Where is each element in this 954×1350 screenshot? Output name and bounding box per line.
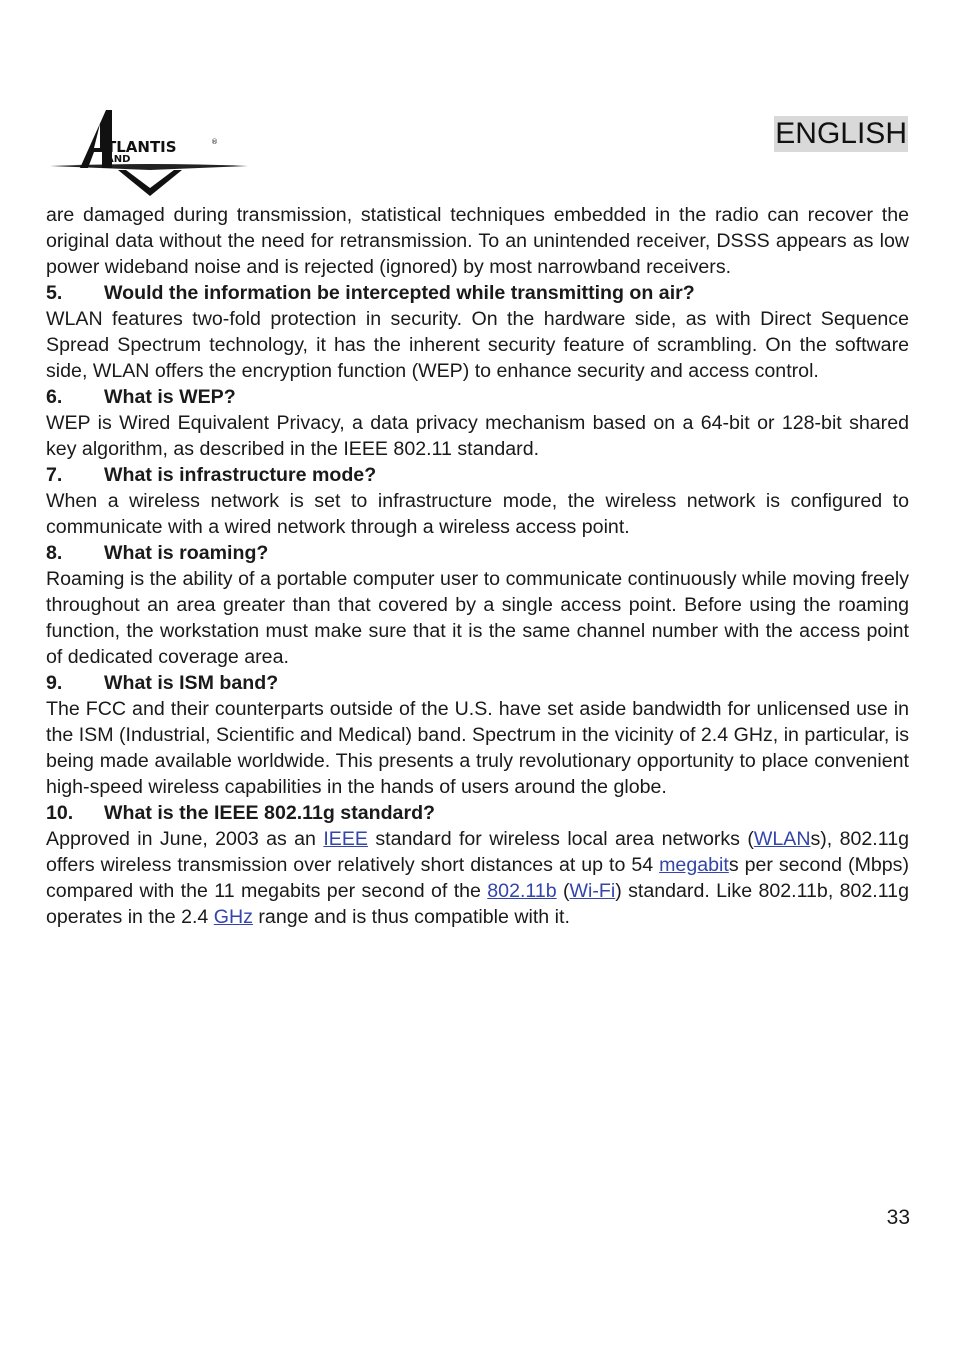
- answer-text: Approved in June, 2003 as an: [46, 828, 324, 850]
- faq-number: 5.: [46, 282, 63, 304]
- language-label: ENGLISH: [775, 117, 907, 150]
- logo-wordmark: TLANTIS: [106, 138, 177, 156]
- intro-paragraph: are damaged during transmission, statistical techniques embedded in the radio can recover the original data without the need for retransmission. To an unintended receiver, DSSS appears as low power wideband noise and is rejected (ignored) by most narrowband receivers.: [46, 204, 909, 278]
- link-ieee[interactable]: IEEE: [323, 828, 368, 850]
- answer-text: range and is thus compatible with it.: [252, 906, 570, 928]
- answer-text: (: [556, 880, 570, 902]
- logo-graphic: [50, 108, 250, 198]
- faq-answer-5: WLAN features two-fold protection in security. On the hardware side, as with Direct Sequence Spread Spectrum technology, it has the inherent security feature of scrambling. On the software side, WLAN offers the encryption function (WEP) to enhance security and access control.: [46, 308, 909, 382]
- faq-number: 7.: [46, 464, 63, 486]
- answer-text: s), 802.11g offers wireless transmission over relatively short distances at up to 54: [46, 828, 909, 876]
- link-wlan[interactable]: WLAN: [753, 828, 811, 850]
- faq-question-text: What is the IEEE 802.11g standard?: [104, 802, 436, 824]
- faq-question-text: What is infrastructure mode?: [104, 464, 377, 486]
- answer-text: s per second (Mbps) compared with the 11 megabits per second of the: [46, 854, 910, 902]
- logo-subword: AND: [106, 154, 131, 165]
- answer-text: ) standard. Like 802.11b, 802.11g operates in the 2.4: [46, 880, 909, 928]
- logo-registered-mark: ®: [211, 138, 218, 146]
- link-wi-fi[interactable]: Wi-Fi: [569, 880, 616, 902]
- faq-question-text: What is roaming?: [104, 542, 269, 564]
- faq-question-text: What is WEP?: [104, 386, 236, 408]
- atlantis-land-logo: [50, 108, 250, 198]
- faq-number: 8.: [46, 542, 63, 564]
- document-body: [46, 202, 909, 930]
- faq-question-6: [46, 384, 909, 410]
- link-ghz[interactable]: GHz: [213, 906, 253, 928]
- faq-answer-9: The FCC and their counterparts outside of the U.S. have set aside bandwidth for unlicensed use in the ISM (Industrial, Scientific and Medical) band. Spectrum in the vicinity of 2.4 GHz, in particular, is being made available worldwide. This presents a truly revolutionary opportunity to place convenient high-speed wireless capabilities in the hands of users around the globe.: [46, 698, 909, 798]
- faq-question-text: Would the information be intercepted while transmitting on air?: [104, 282, 695, 304]
- faq-number: 10.: [46, 802, 74, 824]
- link-megabit[interactable]: megabit: [659, 854, 729, 876]
- faq-number: 9.: [46, 672, 63, 694]
- faq-question-10: [46, 800, 909, 826]
- faq-answer-7: When a wireless network is set to infrastructure mode, the wireless network is configured to communicate with a wired network through a wireless access point.: [46, 490, 909, 538]
- faq-number: 6.: [46, 386, 63, 408]
- faq-question-5: [46, 280, 909, 306]
- faq-question-7: [46, 462, 909, 488]
- faq-answer-10: [46, 826, 909, 930]
- faq-question-text: What is ISM band?: [104, 672, 279, 694]
- answer-text: standard for wireless local area networks (: [367, 828, 754, 850]
- link-802-11b[interactable]: 802.11b: [487, 880, 557, 902]
- faq-question-9: [46, 670, 909, 696]
- page-number: 33: [886, 1206, 910, 1229]
- faq-answer-8: Roaming is the ability of a portable computer user to communicate continuously while moving freely throughout an area greater than that covered by a single access point. Before using the roaming function, the workstation must make sure that it is the same channel number with the access point of dedicated coverage area.: [46, 568, 909, 668]
- faq-answer-6: WEP is Wired Equivalent Privacy, a data privacy mechanism based on a 64-bit or 128-bit shared key algorithm, as described in the IEEE 802.11 standard.: [46, 412, 909, 460]
- faq-question-8: [46, 540, 909, 566]
